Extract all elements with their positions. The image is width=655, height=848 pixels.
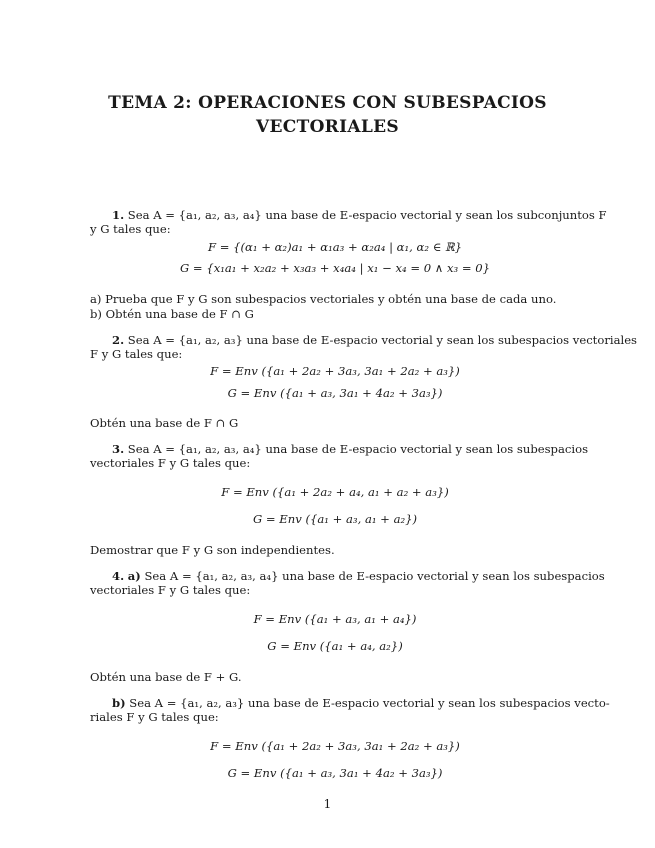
exercise-4b-intro [112, 696, 610, 710]
exercise-1-intro-cont: y G tales que: [90, 222, 171, 236]
exercise-1-part-b: b) Obtén una base de F ∩ G [90, 307, 254, 321]
exercise-3-subspace-F: F = Env ({a₁ + 2a₂ + a₄, a₁ + a₂ + a₃}) [221, 485, 449, 499]
exercise-4b-intro-text: Sea A = {a₁, a₂, a₃} una base de E-espacio vectorial y sean los subespacios vecto- [129, 696, 610, 710]
exercise-1-set-F: F = {(α₁ + α₂)a₁ + α₁a₃ + α₂a₄ | α₁, α₂ ∈ ℝ} [208, 240, 462, 254]
exercise-1-part-a: a) Prueba que F y G son subespacios vectoriales y obtén una base de cada uno. [90, 292, 557, 306]
exercise-2-task: Obtén una base de F ∩ G [90, 416, 239, 430]
exercise-4b-subspace-G: G = Env ({a₁ + a₃, 3a₁ + 4a₂ + 3a₃}) [227, 766, 443, 780]
document-title-line1: TEMA 2: OPERACIONES CON SUBESPACIOS [108, 93, 547, 113]
exercise-1-intro-text: Sea A = {a₁, a₂, a₃, a₄} una base de E-espacio vectorial y sean los subconjuntos F [127, 208, 607, 222]
exercise-3-task: Demostrar que F y G son independientes. [90, 543, 335, 557]
exercise-4a-intro-text: Sea A = {a₁, a₂, a₃, a₄} una base de E-espacio vectorial y sean los subespacios [144, 569, 605, 583]
exercise-2-intro-cont: F y G tales que: [90, 347, 183, 361]
exercise-4-number: 4. [112, 569, 125, 583]
exercise-3-intro [112, 442, 589, 456]
exercise-4a-subspace-G: G = Env ({a₁ + a₄, a₂}) [267, 639, 403, 653]
exercise-2-intro [112, 333, 638, 347]
exercise-3-number: 3. [112, 442, 125, 456]
exercise-2-number: 2. [112, 333, 125, 347]
exercise-3-intro-text: Sea A = {a₁, a₂, a₃, a₄} una base de E-espacio vectorial y sean los subespacios [127, 442, 589, 456]
exercise-4-part-a-label: a) [127, 569, 141, 583]
page-number: 1 [323, 797, 332, 811]
exercise-4a-subspace-F: F = Env ({a₁ + a₃, a₁ + a₄}) [253, 612, 417, 626]
exercise-3-intro-cont: vectoriales F y G tales que: [90, 456, 251, 470]
exercise-2-intro-text: Sea A = {a₁, a₂, a₃} una base de E-espacio vectorial y sean los subespacios vectoriales [127, 333, 638, 347]
exercise-4a-task: Obtén una base de F + G. [90, 670, 242, 684]
exercise-4a-intro-cont: vectoriales F y G tales que: [90, 583, 251, 597]
exercise-4b-subspace-F: F = Env ({a₁ + 2a₂ + 3a₃, 3a₁ + 2a₂ + a₃}) [210, 739, 460, 753]
exercise-1-number: 1. [112, 208, 125, 222]
document-title-line2: VECTORIALES [256, 117, 399, 137]
exercise-1-intro [112, 208, 607, 222]
exercise-2-subspace-F: F = Env ({a₁ + 2a₂ + 3a₃, 3a₁ + 2a₂ + a₃}) [210, 364, 460, 378]
exercise-3-subspace-G: G = Env ({a₁ + a₃, a₁ + a₂}) [252, 512, 418, 526]
exercise-4-part-b-label: b) [112, 696, 126, 710]
exercise-4b-intro-cont: riales F y G tales que: [90, 710, 219, 724]
exercise-4a-intro [112, 569, 605, 583]
exercise-2-subspace-G: G = Env ({a₁ + a₃, 3a₁ + 4a₂ + 3a₃}) [227, 386, 443, 400]
exercise-1-set-G: G = {x₁a₁ + x₂a₂ + x₃a₃ + x₄a₄ | x₁ − x₄ = 0 ∧ x₃ = 0} [179, 261, 491, 275]
